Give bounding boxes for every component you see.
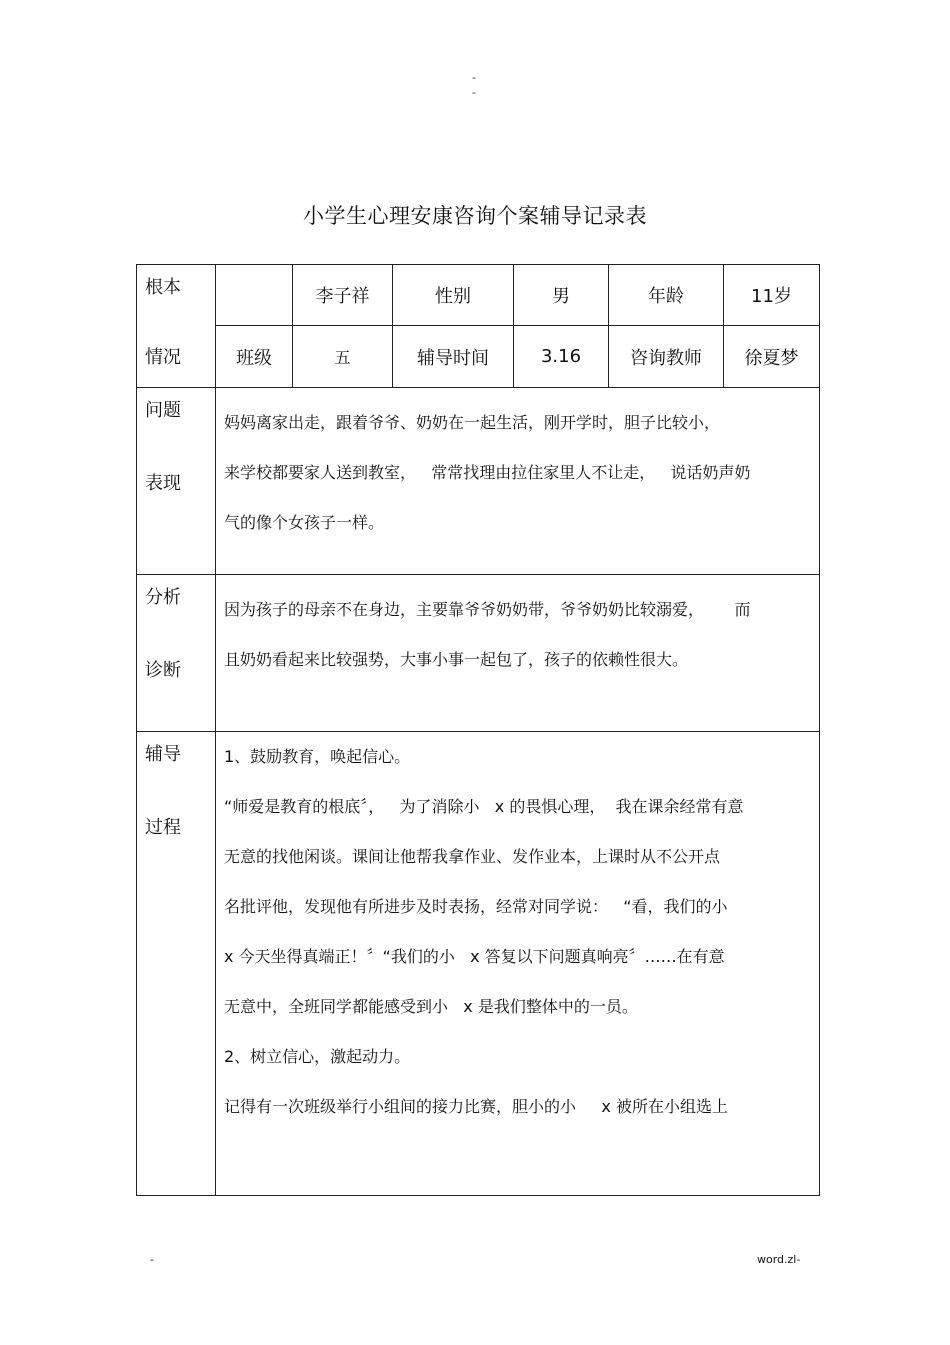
process-label-line2: 过程 [145, 817, 181, 838]
empty-cell [216, 265, 293, 326]
teacher-value: 徐夏梦 [724, 326, 820, 388]
problem-line: 气的像个女孩子一样。 [224, 513, 385, 532]
footer-source: word.zl- [757, 1253, 801, 1266]
analysis-content [216, 575, 820, 732]
basic-label-line2: 情况 [145, 347, 181, 368]
page-title: 小学生心理安康咨询个案辅导记录表 [303, 204, 647, 228]
basic-info-label [137, 265, 216, 388]
class-value: 五 [293, 326, 393, 388]
process-line: 1、鼓励教育，唤起信心。 [224, 747, 411, 766]
process-line: 无意中，全班同学都能感受到小 x 是我们整体中的一员。 [224, 997, 638, 1016]
analysis-line: 且奶奶看起来比较强势，大事小事一起包了，孩子的依赖性很大。 [224, 650, 689, 669]
problem-label-line1: 问题 [145, 400, 181, 421]
student-name: 李子祥 [293, 265, 393, 326]
time-value: 3.16 [514, 326, 609, 388]
age-value: 11岁 [724, 265, 820, 326]
header-mark-top: - [472, 71, 476, 84]
problem-line: 妈妈离家出走，跟着爷爷、奶奶在一起生活，刚开学时，胆子比较小， [224, 413, 721, 432]
process-line: 记得有一次班级举行小组间的接力比赛，胆小的小 x 被所在小组选上 [224, 1097, 728, 1116]
footer-left-mark: - [150, 1253, 154, 1266]
time-label: 辅导时间 [393, 326, 514, 388]
gender-value: 男 [514, 265, 609, 326]
problem-label-line2: 表现 [145, 473, 181, 494]
process-line: “师爱是教育的根底〞， 为了消除小 x 的畏惧心理， 我在课余经常有意 [224, 797, 744, 816]
process-content [216, 732, 820, 1196]
age-label: 年龄 [609, 265, 724, 326]
problem-label [137, 388, 216, 575]
header-mark-bottom: - [472, 86, 476, 99]
analysis-label-line2: 诊断 [145, 660, 181, 681]
process-label [137, 732, 216, 1196]
process-line: 无意的找他闲谈。课间让他帮我拿作业、发作业本，上课时从不公开点 [224, 847, 721, 866]
analysis-line: 因为孩子的母亲不在身边，主要靠爷爷奶奶带，爷爷奶奶比较溺爱， 而 [224, 600, 751, 619]
analysis-label [137, 575, 216, 732]
gender-label: 性别 [393, 265, 514, 326]
problem-content [216, 388, 820, 575]
class-label: 班级 [216, 326, 293, 388]
process-line: 名批评他，发现他有所进步及时表扬，经常对同学说： “看，我们的小 [224, 897, 728, 916]
teacher-label: 咨询教师 [609, 326, 724, 388]
problem-line: 来学校都要家人送到教室， 常常找理由拉住家里人不让走， 说话奶声奶 [224, 463, 751, 482]
process-label-line1: 辅导 [145, 744, 181, 765]
analysis-label-line1: 分析 [145, 587, 181, 608]
process-line: x 今天坐得真端正！〞“我们的小 x 答复以下问题真响亮〞……在有意 [224, 947, 725, 966]
record-table [136, 264, 820, 1196]
basic-label-line1: 根本 [145, 277, 181, 298]
process-line: 2、树立信心，激起动力。 [224, 1047, 411, 1066]
